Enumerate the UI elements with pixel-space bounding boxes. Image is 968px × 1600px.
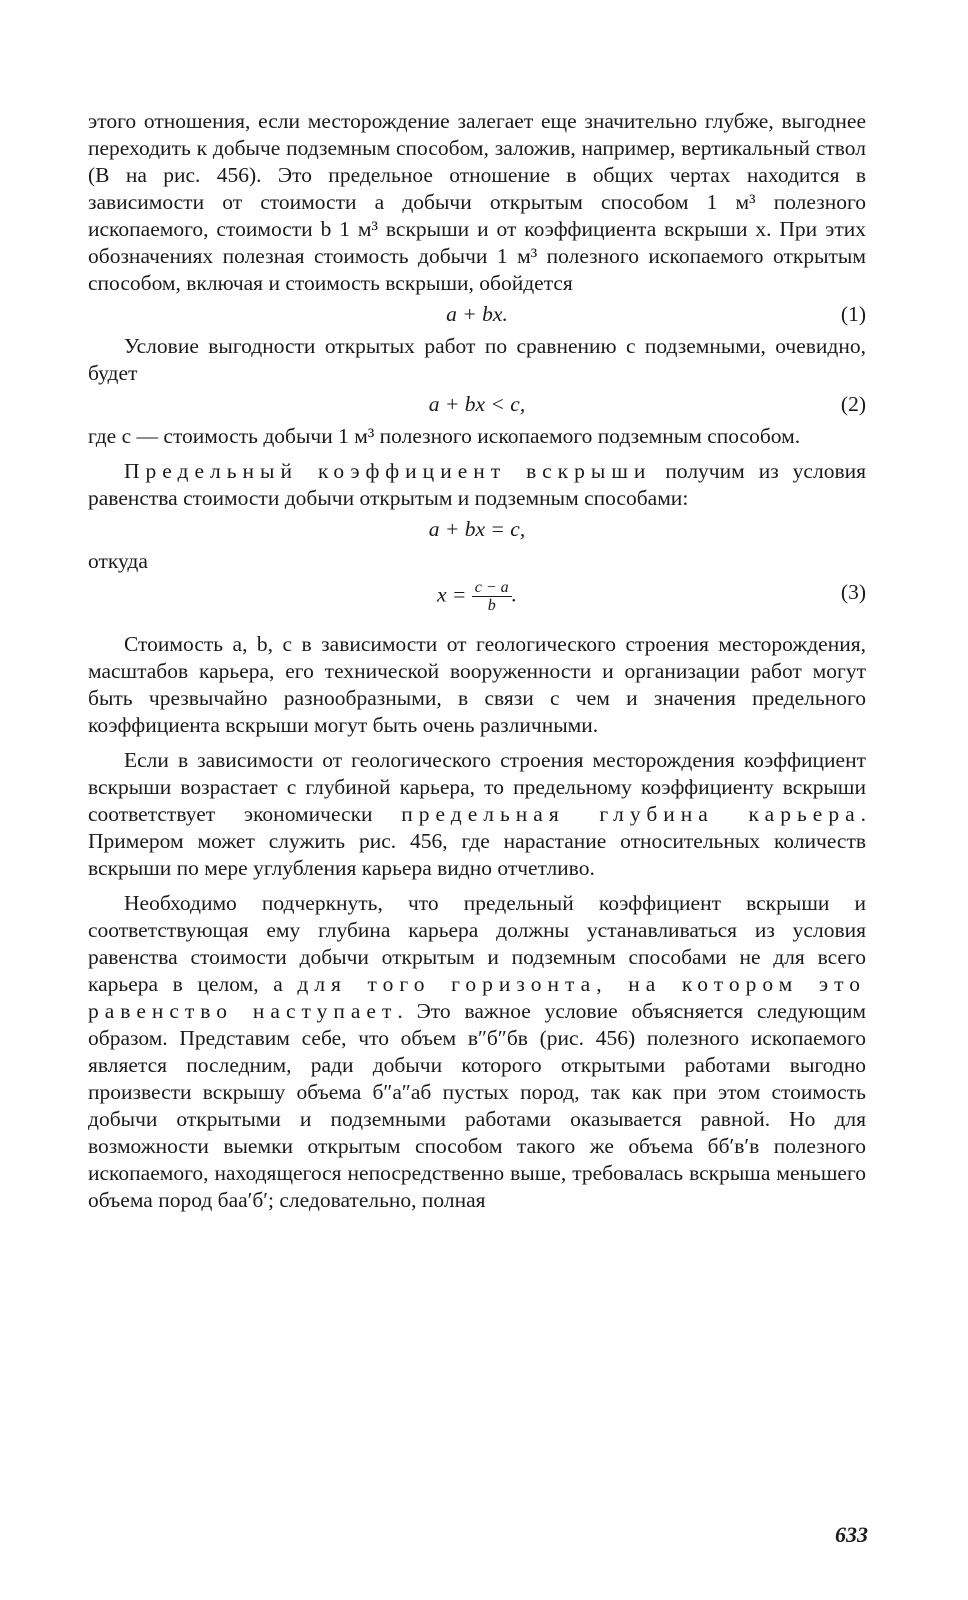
- page-body: [88, 108, 866, 1214]
- term-horizon: для того горизонта, на котором это равенство наступает: [88, 972, 866, 1023]
- paragraph-6: Стоимость a, b, c в зависимости от геологического строения месторождения, масштабов карьера, его технической вооруженности и организации работ могут быть чрезвычайно разнообразными, в связи с чем и значения предельного коэффициента вскрыши могут быть очень различными.: [88, 632, 866, 737]
- equation-4-denominator: b: [487, 597, 496, 614]
- paragraph-4: [88, 458, 866, 512]
- equation-3-formula: a + bx = c,: [428, 517, 526, 541]
- equation-4-lhs: x =: [436, 582, 467, 607]
- equation-1-formula: a + bx.: [446, 302, 508, 326]
- paragraph-8-end: . Это важное условие объясняется следующим образом. Представим себе, что объем в″б″бв (рис. 456) полезного ископаемого является последним, ради добычи которого открытыми работами выгодно произвести вскрышу объема б″а″аб пустых пород, так как при этом стоимость добычи открытыми и подземными работами оказывается равной. Но для возможности выемки открытым способом такого же объема бб′в′в полезного ископаемого, находящегося непосредственно выше, требовалась вскрыша меньшего объема пород баа′б′; следовательно, полная: [88, 999, 866, 1212]
- paragraph-3: где c — стоимость добычи 1 м³ полезного ископаемого подземным способом.: [88, 424, 801, 448]
- paragraph-5: откуда: [88, 549, 148, 573]
- equation-2: [88, 387, 866, 423]
- paragraph-4-text: получим из условия равенства стоимости добычи открытым и подземным способами:: [88, 459, 866, 510]
- equation-4-fraction: [472, 579, 512, 614]
- equation-3: [88, 512, 866, 548]
- equation-2-number: (2): [840, 392, 866, 416]
- page-number: 633: [835, 1522, 868, 1547]
- equation-4: [88, 575, 866, 623]
- term-limit-coefficient: Предельный коэффициент вскрыши: [124, 459, 652, 483]
- equation-1-number: (1): [840, 302, 866, 326]
- paragraph-7-end: . Примером может служить рис. 456, где нарастание относительных количеств вскрыши по мере углубления карьера видно отчетливо.: [88, 802, 866, 880]
- equation-1: [88, 297, 866, 333]
- paragraph-8-start: Необходимо подчеркнуть, что предельный коэффициент вскрыши и соответствующая ему глубина карьера должны устанавливаться из условия равенства стоимости добычи открытым и подземным способами не для всего карьера в целом, а: [88, 891, 866, 996]
- equation-4-formula: x = $\frac{c - a}{b}$ .: [436, 579, 518, 614]
- equation-4-numerator: c − a: [472, 579, 512, 597]
- equation-2-formula: a + bx < c,: [428, 392, 526, 416]
- paragraph-7: [88, 747, 866, 882]
- paragraph-7-start: Если в зависимости от геологического строения месторождения коэффициент вскрыши возрастает с глубиной карьера, то предельному коэффициенту вскрыши соответствует экономически: [88, 748, 866, 826]
- paragraph-1: этого отношения, если месторождение залегает еще значительно глубже, выгоднее переходить к добыче подземным способом, заложив, например, вертикальный ствол (B на рис. 456). Это предельное отношение в общих чертах находится в зависимости от стоимости a добычи открытым способом 1 м³ полезного ископаемого, стоимости b 1 м³ вскрыши и от коэффициента вскрыши x. При этих обозначениях полезная стоимость добычи 1 м³ полезного ископаемого открытым способом, включая и стоимость вскрыши, обойдется: [88, 109, 866, 295]
- paragraph-2: Условие выгодности открытых работ по сравнению с подземными, очевидно, будет: [88, 334, 866, 385]
- term-limit-depth: предельная глубина карьера: [401, 802, 861, 826]
- paragraph-8: [88, 890, 866, 1214]
- equation-4-number: (3): [840, 580, 866, 604]
